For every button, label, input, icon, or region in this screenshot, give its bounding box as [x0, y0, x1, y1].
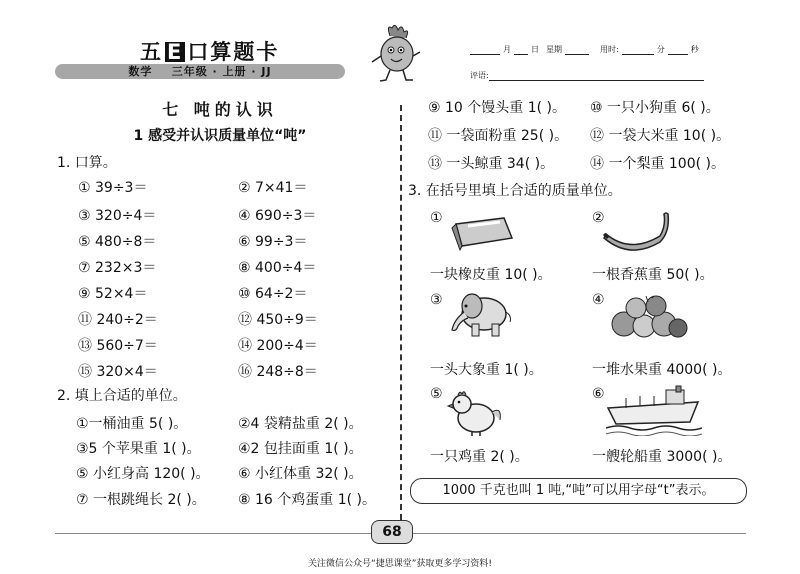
unit-item: ⑬ 一头鲸重 34( )。	[428, 156, 555, 172]
q3-number: ④	[592, 292, 605, 308]
day-label: 日	[531, 45, 539, 54]
month-blank[interactable]	[470, 45, 500, 55]
brand-e-logo: E	[167, 40, 184, 64]
q3-number: ⑥	[592, 386, 605, 402]
calc-item: ⑤ 480÷8＝	[78, 234, 157, 250]
subject-label: 数学	[128, 65, 153, 78]
eraser-icon	[448, 212, 516, 252]
calc-item: ⑪ 240÷2＝	[78, 312, 158, 328]
q3-sentence: 一块橡皮重 10( )。	[430, 267, 552, 283]
calc-item: ⑧ 400÷4＝	[238, 260, 317, 276]
elephant-icon	[446, 290, 516, 340]
unit-item: ⑪ 一袋面粉重 25( )。	[428, 128, 569, 144]
fruit-pile-icon	[608, 292, 688, 340]
unit-item: ⑥ 小红体重 32( )。	[238, 466, 363, 482]
weekday-blank[interactable]	[565, 45, 589, 55]
q3-number: ②	[592, 210, 605, 226]
q3-sentence: 一头大象重 1( )。	[430, 362, 543, 378]
q3-sentence: 一堆水果重 4000( )。	[592, 362, 732, 378]
chapter-title: 七 吨的认识	[162, 100, 278, 119]
calc-item: ④ 690÷3＝	[238, 208, 317, 224]
time-label: 用时:	[600, 45, 619, 54]
grade-label: 三年级	[171, 65, 208, 78]
unit-item: ⑤ 小红身高 120( )。	[76, 466, 210, 482]
calc-item: ⑯ 248÷8＝	[238, 364, 318, 380]
page-number: 68	[371, 520, 413, 544]
brand-suffix: 口算题卡	[187, 40, 280, 64]
second-label: 秒	[690, 45, 699, 54]
unit-item: ⑧ 16 个鸡蛋重 1( )。	[238, 492, 376, 508]
column-divider	[400, 105, 402, 520]
unit-item: ⑨ 10 个馒头重 1( )。	[428, 100, 566, 116]
calc-item: ⑭ 200÷4＝	[238, 338, 318, 354]
banana-icon	[600, 208, 672, 254]
subject-grade-bar: 数学 三年级 · 上册 · JJ	[55, 64, 345, 79]
unit-item: ⑦ 一根跳绳长 2( )。	[76, 492, 206, 508]
footer-rule-left	[55, 533, 371, 534]
q3-label: 3. 在括号里填上合适的质量单位。	[408, 183, 622, 199]
q1-label: 1. 口算。	[57, 155, 117, 171]
ton-note-box: 1000 千克也叫 1 吨,“吨”可以用字母“t”表示。	[410, 478, 747, 504]
unit-item: ⑫ 一袋大米重 10( )。	[590, 128, 731, 144]
calc-item: ⑮ 320×4＝	[78, 364, 158, 380]
q3-number: ①	[430, 210, 443, 226]
q2-label: 2. 填上合适的单位。	[57, 388, 187, 404]
second-blank[interactable]	[668, 45, 688, 55]
calc-item: ⑨ 52×4＝	[78, 286, 148, 302]
evaluation-label: 评语:	[470, 71, 489, 80]
edition-label: JJ	[261, 65, 272, 78]
q3-sentence: 一根香蕉重 50( )。	[592, 267, 714, 283]
unit-item: ④2 包挂面重 1( )。	[238, 441, 363, 457]
calc-item: ⑬ 560÷7＝	[78, 338, 158, 354]
weekday-label: 星期	[546, 45, 562, 54]
section-title: 1 感受并认识质量单位“吨”	[133, 128, 307, 144]
date-time-line	[470, 44, 699, 55]
brand-prefix: 五	[140, 40, 163, 64]
unit-item: ②4 袋精盐重 2( )。	[238, 416, 363, 432]
unit-item: ①一桶油重 5( )。	[76, 416, 188, 432]
minute-label: 分	[656, 45, 665, 54]
footer-rule-right	[411, 533, 746, 534]
calc-item: ⑩ 64÷2＝	[238, 286, 308, 302]
ship-icon	[606, 384, 702, 436]
chicken-icon	[446, 386, 508, 438]
footer-note: 关注微信公众号“捷思课堂”获取更多学习资料!	[308, 559, 492, 569]
q3-number: ⑤	[430, 386, 443, 402]
q3-sentence: 一艘轮船重 3000( )。	[592, 449, 732, 465]
card-brand-title	[140, 36, 279, 66]
calc-item: ③ 320÷4＝	[78, 208, 157, 224]
minute-blank[interactable]	[622, 45, 654, 55]
unit-item: ⑩ 一只小狗重 6( )。	[590, 100, 720, 116]
calc-item: ② 7×41＝	[238, 180, 308, 196]
radish-mascot-icon	[368, 22, 424, 84]
evaluation-line	[470, 70, 704, 81]
unit-item: ③5 个苹果重 1( )。	[76, 441, 201, 457]
term-label: 上册	[222, 65, 247, 78]
calc-item: ⑦ 232×3＝	[78, 260, 157, 276]
q3-number: ③	[430, 292, 443, 308]
evaluation-blank[interactable]	[489, 71, 704, 81]
calc-item: ⑫ 450÷9＝	[238, 312, 318, 328]
calc-item: ⑥ 99÷3＝	[238, 234, 308, 250]
unit-item: ⑭ 一个梨重 100( )。	[590, 156, 725, 172]
calc-item: ① 39÷3＝	[78, 180, 148, 196]
day-blank[interactable]	[514, 45, 528, 55]
month-label: 月	[503, 45, 511, 54]
q3-sentence: 一只鸡重 2( )。	[430, 449, 529, 465]
